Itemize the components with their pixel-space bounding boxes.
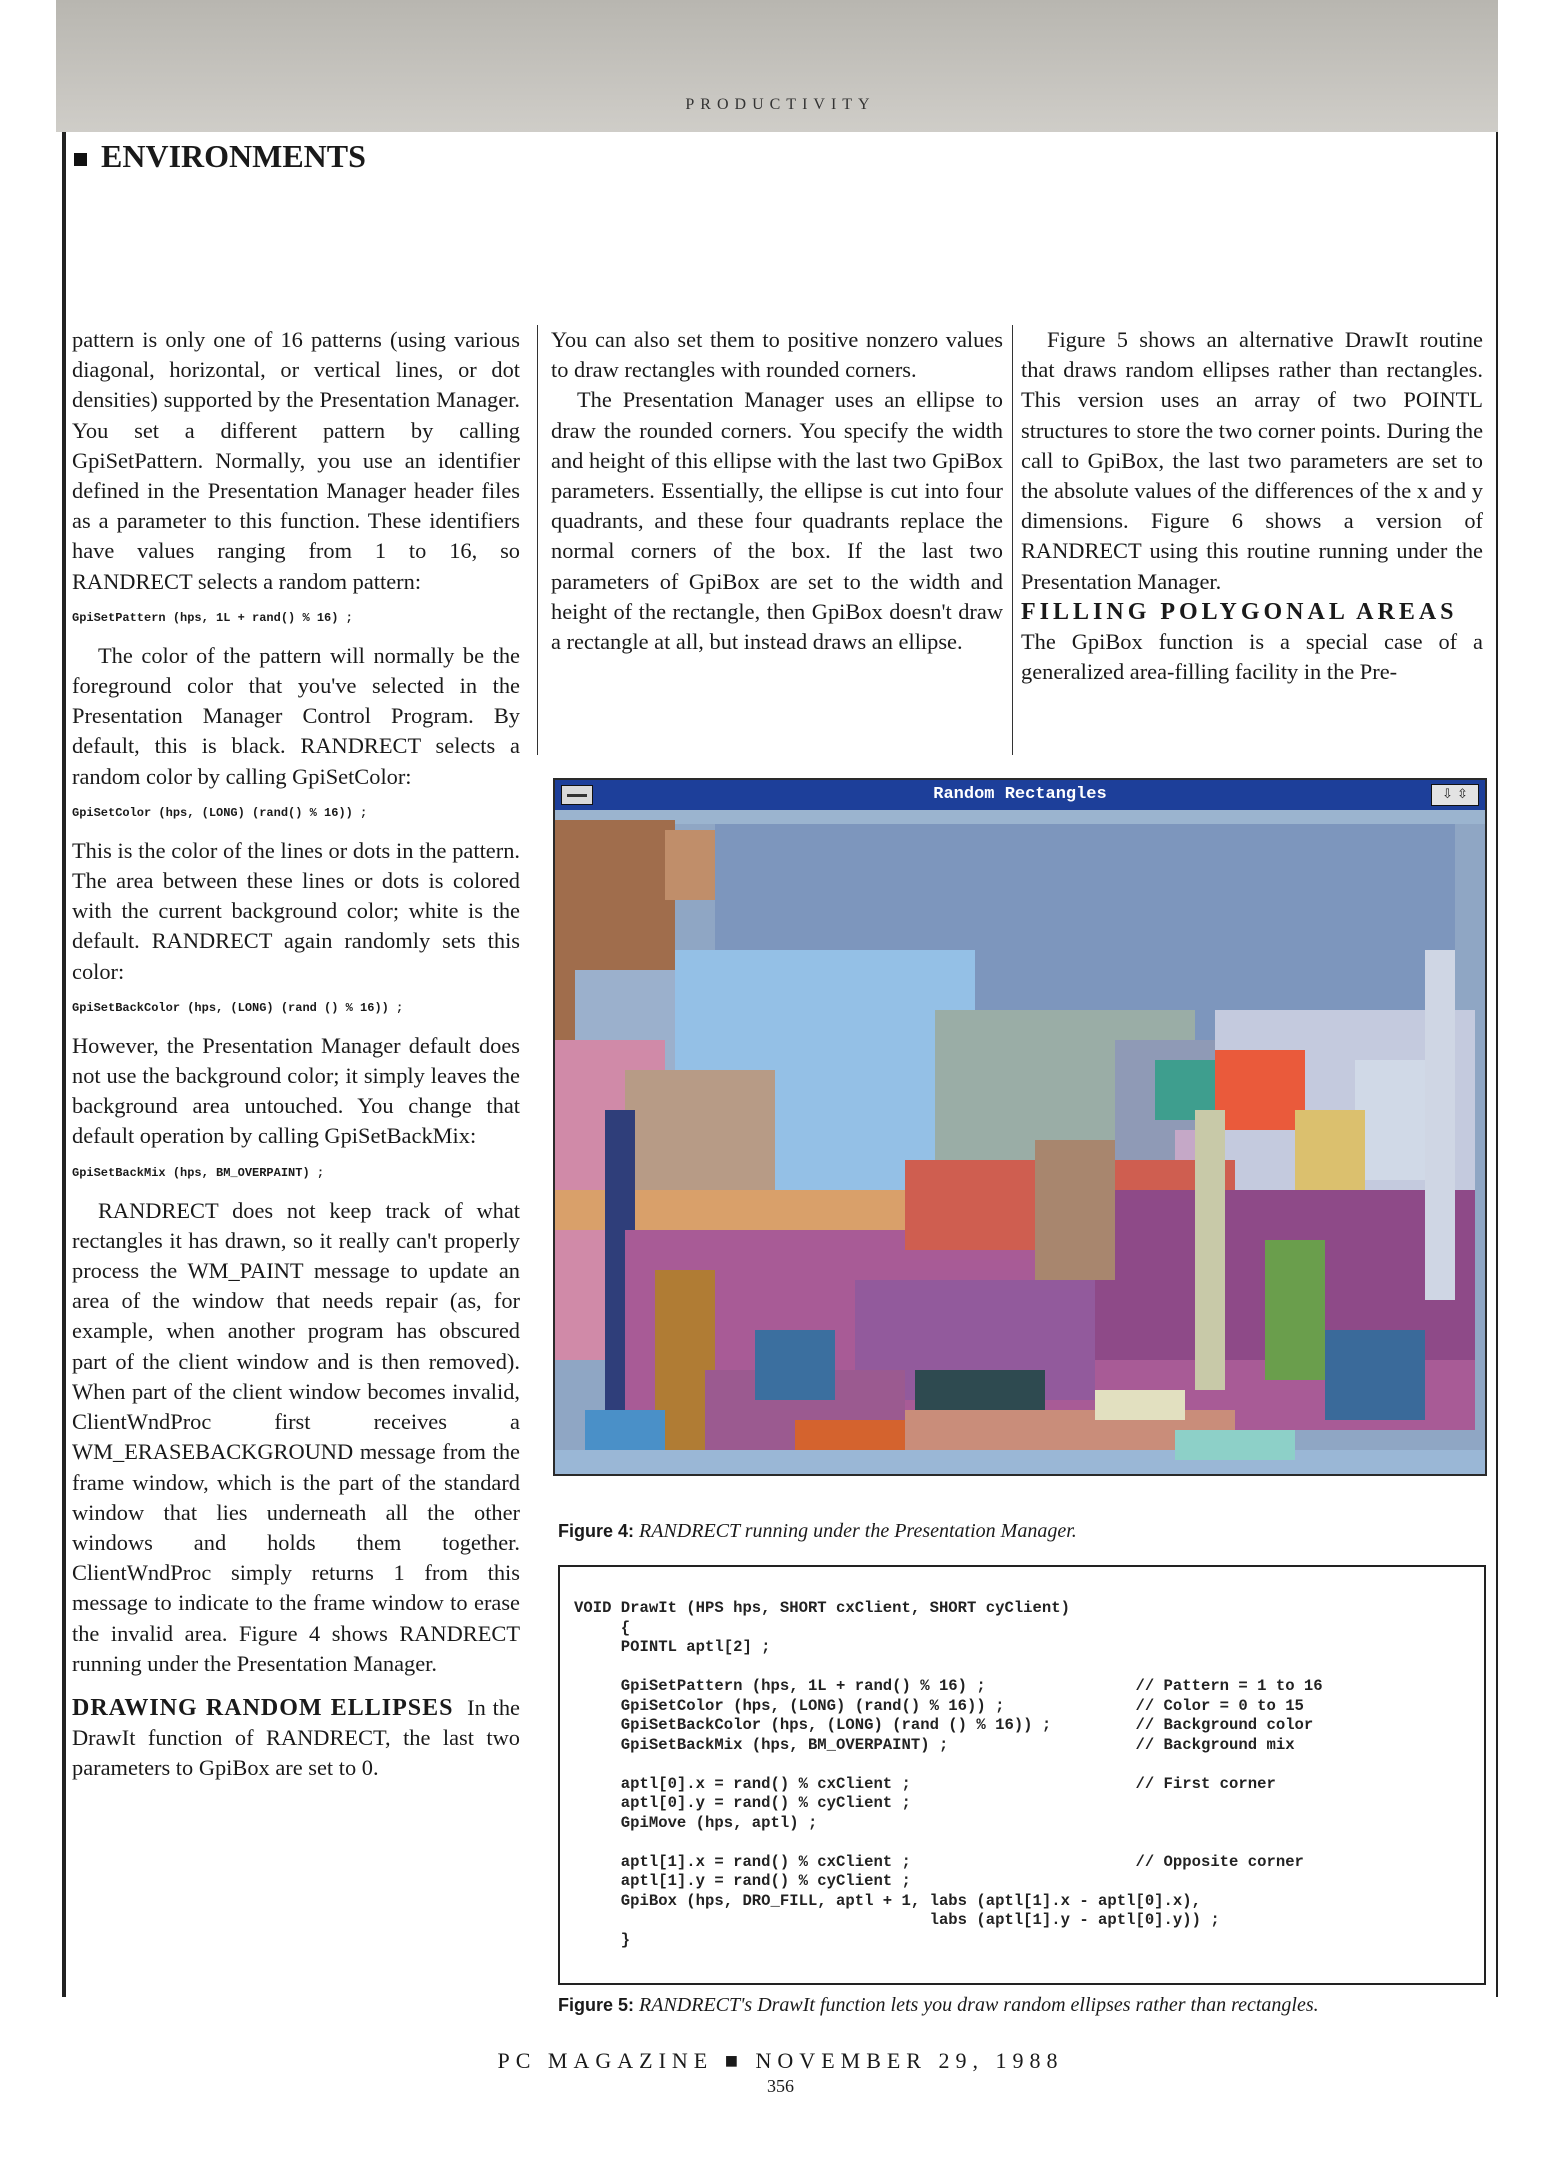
left-rule bbox=[62, 132, 66, 1997]
column-1 bbox=[72, 325, 520, 1784]
column-divider bbox=[1012, 325, 1013, 755]
code-snippet: GpiSetBackMix (hps, BM_OVERPAINT) ; bbox=[72, 1165, 325, 1180]
paragraph: RANDRECT does not keep track of what rectangles it has drawn, so it really can't properly process the WM_PAINT message to update an area of the window that needs repair (as, for example, when another program has obscured part of the client window and is then removed). When part of the client window becomes invalid, ClientWndProc first receives a WM_ERASEBACKGROUND message from the frame window, which is the part of the standard window that lies underneath all the other windows and holds them together. ClientWndProc simply returns 1 from this message to indicate to the frame window to erase the invalid area. Figure 4 shows RANDRECT running under the Presentation Manager. bbox=[72, 1197, 520, 1676]
window-title: Random Rectangles bbox=[933, 785, 1107, 804]
caption-label: Figure 4: bbox=[558, 1521, 635, 1541]
paragraph: The color of the pattern will normally be the foreground color that you've selected in the Presentation Manager Control Program. By default, this is black. RANDRECT selects a random color by calling GpiSetColor: bbox=[72, 642, 520, 789]
bullet-square-icon bbox=[74, 153, 87, 166]
figure-5-code-listing bbox=[558, 1565, 1486, 1985]
section-heading: DRAWING RANDOM ELLIPSES bbox=[72, 1694, 454, 1721]
code-snippet: GpiSetColor (hps, (LONG) (rand() % 16)) ; bbox=[72, 805, 368, 820]
column-divider bbox=[537, 325, 538, 755]
paragraph: However, the Presentation Manager default does not use the background color; it simply leaves the background area untouched. You change that default operation by calling GpiSetBackMix: bbox=[72, 1032, 520, 1149]
caption-text: RANDRECT running under the Presentation Manager. bbox=[639, 1520, 1077, 1542]
caption-label: Figure 5: bbox=[558, 1995, 635, 2015]
random-rectangles-window bbox=[553, 778, 1487, 1476]
section-label: PRODUCTIVITY bbox=[685, 96, 876, 113]
page-number: 356 bbox=[767, 2076, 794, 2096]
paragraph: Figure 5 shows an alternative DrawIt routine that draws random ellipses rather than rectangles. This version uses an array of two POINTL structures to store the two corner points. During the call to GpiBox, the last two parameters are set to the absolute values of the differences of the x and y dimensions. Figure 6 shows a version of RANDRECT using this routine running under the Presentation Manager. bbox=[1021, 327, 1484, 594]
paragraph bbox=[72, 1693, 520, 1784]
paragraph: This is the color of the lines or dots in the pattern. The area between these lines or dots is colored with the current background color; white is the default. RANDRECT again randomly sets this color: bbox=[72, 837, 520, 984]
right-rule bbox=[1496, 132, 1498, 1997]
column-3 bbox=[1021, 325, 1483, 687]
client-area bbox=[555, 810, 1485, 1474]
footer-magazine: PC MAGAZINE ■ NOVEMBER 29, 1988 bbox=[497, 2048, 1064, 2073]
min-max-buttons[interactable]: ⇩ ⇳ bbox=[1431, 784, 1479, 806]
department-title bbox=[74, 138, 366, 175]
caption-text: RANDRECT's DrawIt function lets you draw random ellipses rather than rectangles. bbox=[639, 1994, 1319, 2016]
paragraph-text: In the DrawIt function of RANDRECT, the last two parameters to GpiBox are set to 0. bbox=[72, 1694, 521, 1781]
paragraph: The GpiBox function is a special case of a generalized area-filling facility in the Pre- bbox=[1021, 629, 1483, 685]
code-snippet: GpiSetPattern (hps, 1L + rand() % 16) ; bbox=[72, 610, 353, 625]
figure-4-caption bbox=[558, 1520, 1077, 1543]
paragraph: You can also set them to positive nonzero values to draw rectangles with rounded corners. bbox=[551, 327, 1003, 383]
paragraph: pattern is only one of 16 patterns (using various diagonal, horizontal, or vertical lines, or dot densities) supported by the Presentation Manager. You set a different pattern by calling GpiSetPattern. Normally, you use an identifier defined in the Presentation Manager header files as a parameter to this function. These identifiers have values ranging from 1 to 16, so RANDRECT selects a random pattern: bbox=[72, 327, 520, 594]
figure-5-caption bbox=[558, 1994, 1319, 2017]
section-heading: FILLING POLYGONAL AREAS bbox=[1021, 598, 1458, 625]
department-label: ENVIRONMENTS bbox=[101, 138, 366, 174]
code-snippet: GpiSetBackColor (hps, (LONG) (rand () % 16)) ; bbox=[72, 1000, 404, 1015]
window-titlebar bbox=[555, 780, 1485, 810]
column-2 bbox=[551, 325, 1003, 657]
paragraph: The Presentation Manager uses an ellipse to draw the rounded corners. You specify the width and height of this ellipse with the last two GpiBox parameters. Essentially, the ellipse is cut into four quadrants, and these four quadrants replace the normal corners of the box. If the last two parameters of GpiBox are set to the width and height of the rectangle, then GpiBox doesn't draw a rectangle at all, but instead draws an ellipse. bbox=[551, 387, 1003, 655]
random-rectangles-drawing bbox=[555, 810, 1485, 1474]
code-listing: VOID DrawIt (HPS hps, SHORT cxClient, SHORT cyClient) { POINTL aptl[2] ; GpiSetPattern (hps, 1L + rand() % 16) ; // Pattern = 1 to 16 GpiSetColor (hps, (LONG) (rand() % 16)) ; // Color = 0 to 15 GpiSetBackColor (hps, (LONG) (rand () % 16)) ; // Background color GpiSetBackMix (hps, BM_OVERPAINT) ; // Background mix aptl[0].x = rand() % cxClient ; // First corner aptl[0].y = rand() % cyClient ; GpiMove (hps, aptl) ; aptl[1].x = rand() % cxClient ; // Opposite corner aptl[1].y = rand() % cyClient ; GpiBox (hps, DRO_FILL, aptl + 1, labs (aptl[1].x - aptl[0].x), labs (aptl[1].y - aptl[0].y)) ; } bbox=[574, 1599, 1323, 1949]
